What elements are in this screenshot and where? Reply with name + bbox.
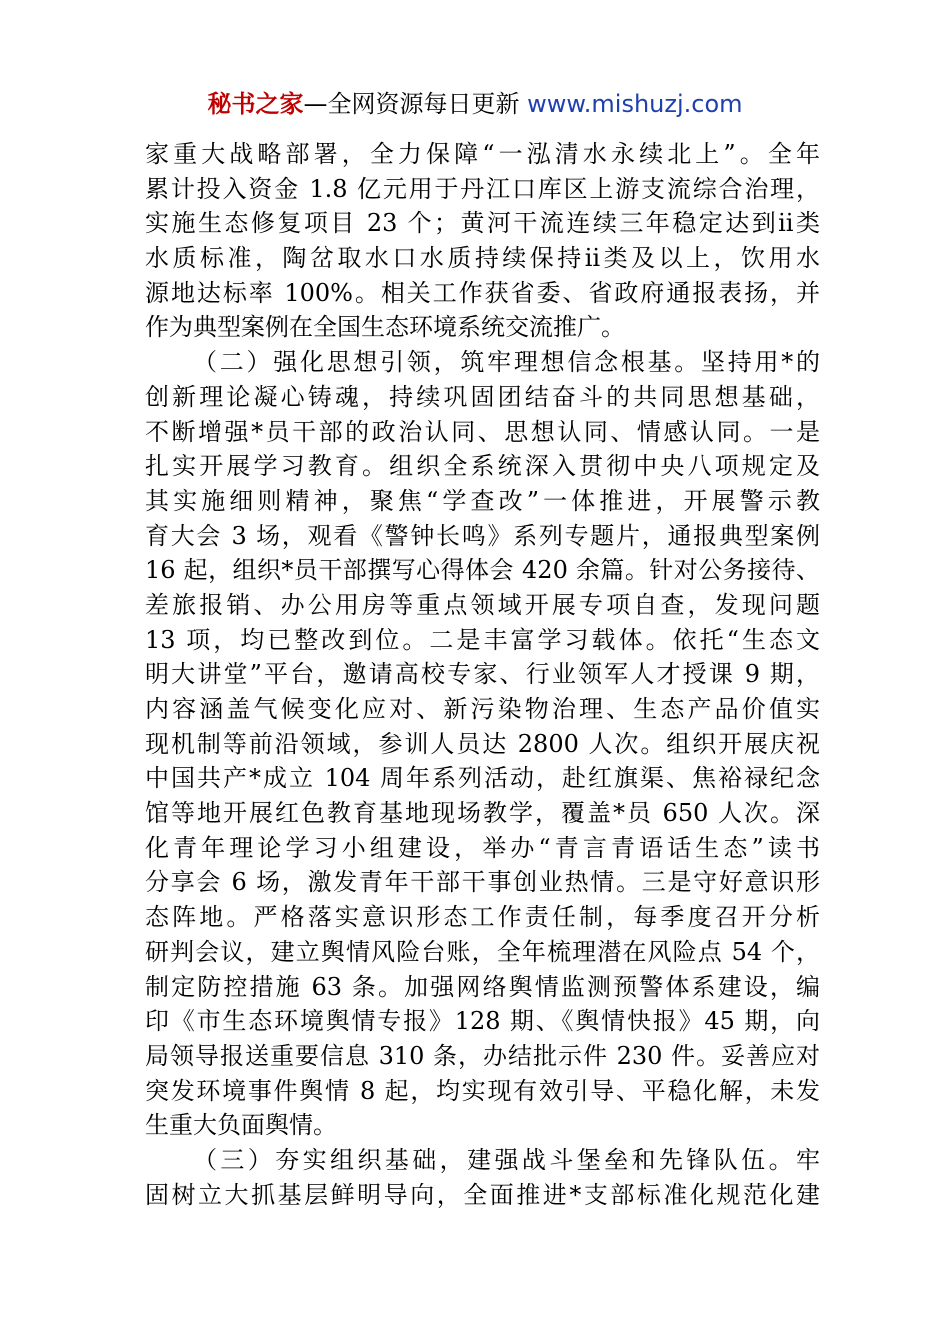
text-line: 差旅报销、办公用房等重点领域开展专项自查，发现问题 [145,590,820,619]
text-line: 育大会 3 场，观看《警钟长鸣》系列专题片，通报典型案例 [145,521,820,550]
text-line: 水质标准，陶岔取水口水质持续保持ⅱ类及以上，饮用水 [145,244,820,273]
document-body [145,137,820,1212]
text-line: 固树立大抓基层鲜明导向，全面推进*支部标准化规范化建 [145,1180,820,1209]
text-line: 内容涵盖气候变化应对、新污染物治理、生态产品价值实 [145,695,820,723]
text-line: 创新理论凝心铸魂，持续巩固团结奋斗的共同思想基础， [145,382,820,411]
section-heading-line: （二）强化思想引领，筑牢理想信念根基。坚持用*的 [193,348,820,377]
text-line: 突发环境事件舆情 8 起，均实现有效引导、平稳化解，未发 [145,1076,820,1105]
text-line: 现机制等前沿领域，参训人员达 2800 人次。组织开展庆祝 [145,729,820,758]
section-heading-line: （三）夯实组织基础，建强战斗堡垒和先锋队伍。牢 [193,1145,820,1174]
text-line: 家重大战略部署，全力保障“一泓清水永续北上”。全年 [145,140,820,168]
site-tagline: 全网资源每日更新 [327,90,520,118]
text-line: 源地达标率 100%。相关工作获省委、省政府通报表扬，并 [145,278,820,307]
text-line: 印《市生态环境舆情专报》128 期、《舆情快报》45 期，向 [145,1007,820,1036]
text-line: 化青年理论学习小组建设，举办“青言青语话生态”读书 [145,833,820,862]
text-line: 馆等地开展红色教育基地现场教学，覆盖*员 650 人次。深 [145,799,820,828]
text-line: 13 项，均已整改到位。二是丰富学习载体。依托“生态文 [145,625,820,654]
page-header [0,88,950,120]
text-line: 局领导报送重要信息 310 条，办结批示件 230 件。妥善应对 [145,1041,820,1070]
text-line: 其实施细则精神，聚焦“学查改”一体推进，开展警示教 [145,486,820,515]
text-line: 制定防控措施 63 条。加强网络舆情监测预警体系建设，编 [145,972,820,1001]
text-line: 不断增强*员干部的政治认同、思想认同、情感认同。一是 [145,417,820,446]
site-brand: 秘书之家 [207,90,304,118]
text-line: 扎实开展学习教育。组织全系统深入贯彻中央八项规定及 [145,452,820,481]
text-line: 态阵地。严格落实意识形态工作责任制，每季度召开分析 [145,903,820,932]
text-line: 作为典型案例在全国生态环境系统交流推广。 [145,313,625,342]
text-line: 中国共产*成立 104 周年系列活动，赴红旗渠、焦裕禄纪念 [145,764,820,793]
text-line: 实施生态修复项目 23 个；黄河干流连续三年稳定达到ⅱ类 [145,209,820,238]
text-line: 累计投入资金 1.8 亿元用于丹江口库区上游支流综合治理， [145,174,820,203]
text-line: 16 起，组织*员干部撰写心得体会 420 余篇。针对公务接待、 [145,556,820,585]
header-dash: — [303,90,328,118]
text-line: 明大讲堂”平台，邀请高校专家、行业领军人才授课 9 期， [145,660,820,689]
text-line: 生重大负面舆情。 [145,1111,337,1140]
site-url-link[interactable]: www.mishuzj.com [527,90,743,118]
text-line: 分享会 6 场，激发青年干部干事创业热情。三是守好意识形 [145,868,820,897]
text-line: 研判会议，建立舆情风险台账，全年梳理潜在风险点 54 个， [145,937,820,966]
